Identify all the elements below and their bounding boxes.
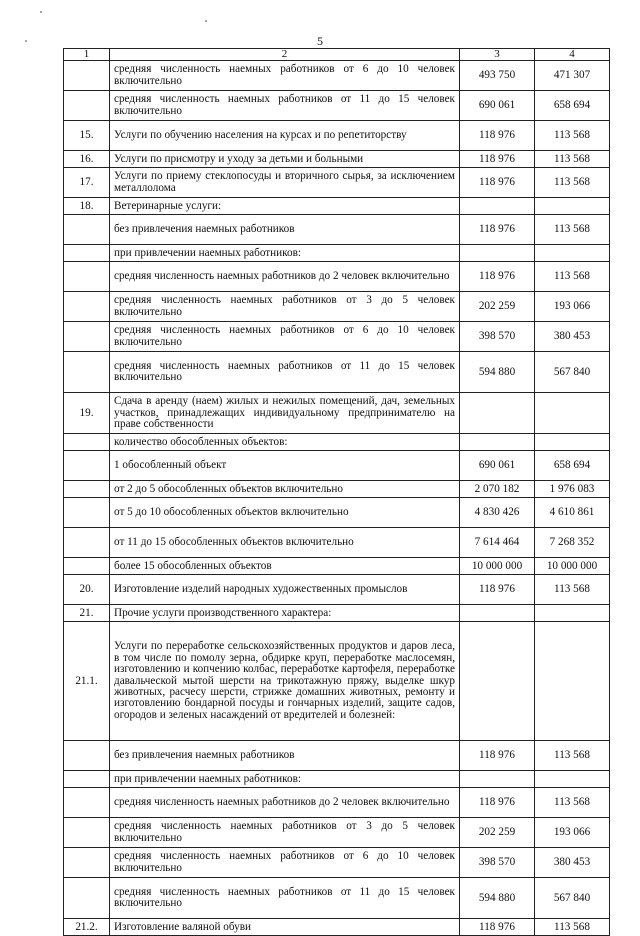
row-description-cell: средняя численность наемных работников от 6 до 10 человек включительно [110, 848, 460, 878]
row-value-col4-cell: 380 453 [535, 848, 610, 878]
row-number-cell [64, 262, 110, 292]
row-number-cell [64, 352, 110, 393]
row-number-cell [64, 434, 110, 451]
table-row [64, 605, 610, 622]
row-value-col3-cell: 118 976 [460, 262, 535, 292]
row-value-col3-cell: 202 259 [460, 292, 535, 322]
row-description-cell: Сдача в аренду (наем) жилых и нежилых помещений, дач, земельных участков, принадлежащих индивидуальному предпринимателю на праве собственности [110, 393, 460, 434]
row-number-cell [64, 788, 110, 818]
table-row [64, 919, 610, 936]
row-description-cell: средняя численность наемных работников до 2 человек включительно [110, 262, 460, 292]
row-number-cell [64, 322, 110, 352]
table-row [64, 788, 610, 818]
table-row [64, 558, 610, 575]
row-description-cell: средняя численность наемных работников от 6 до 10 человек включительно [110, 61, 460, 91]
row-description-cell: средняя численность наемных работников от 3 до 5 человек включительно [110, 818, 460, 848]
table-row [64, 451, 610, 481]
table-row [64, 168, 610, 198]
row-number-cell [64, 771, 110, 788]
table-row [64, 528, 610, 558]
row-value-col3-cell [460, 771, 535, 788]
row-description-cell: Изготовление валяной обуви [110, 919, 460, 936]
table-row [64, 352, 610, 393]
row-description-cell: без привлечения наемных работников [110, 741, 460, 771]
row-value-col4-cell: 567 840 [535, 878, 610, 919]
row-description-cell: средняя численность наемных работников от 11 до 15 человек включительно [110, 91, 460, 121]
row-number-cell [64, 451, 110, 481]
row-value-col3-cell: 118 976 [460, 151, 535, 168]
table-row [64, 393, 610, 434]
row-value-col4-cell: 113 568 [535, 121, 610, 151]
row-value-col4-cell [535, 198, 610, 215]
table-row [64, 151, 610, 168]
row-number-cell [64, 878, 110, 919]
row-value-col3-cell: 398 570 [460, 322, 535, 352]
table-row [64, 481, 610, 498]
row-number-cell [64, 245, 110, 262]
row-value-col3-cell: 690 061 [460, 451, 535, 481]
table-row [64, 498, 610, 528]
table-row [64, 245, 610, 262]
row-value-col4-cell: 113 568 [535, 788, 610, 818]
row-value-col4-cell: 113 568 [535, 168, 610, 198]
row-value-col4-cell: 113 568 [535, 215, 610, 245]
row-number-cell [64, 91, 110, 121]
table-row [64, 262, 610, 292]
row-value-col4-cell: 113 568 [535, 741, 610, 771]
row-value-col3-cell: 2 070 182 [460, 481, 535, 498]
row-value-col4-cell: 658 694 [535, 451, 610, 481]
scan-speck [40, 11, 42, 13]
row-value-col4-cell: 567 840 [535, 352, 610, 393]
row-number-cell [64, 528, 110, 558]
row-value-col4-cell [535, 393, 610, 434]
row-description-cell: Услуги по обучению населения на курсах и по репетиторству [110, 121, 460, 151]
row-description-cell: Изготовление изделий народных художественных промыслов [110, 575, 460, 605]
table-row [64, 121, 610, 151]
row-value-col4-cell [535, 434, 610, 451]
row-value-col4-cell: 113 568 [535, 151, 610, 168]
row-value-col4-cell: 380 453 [535, 322, 610, 352]
scan-speck [205, 20, 207, 22]
row-description-cell: Ветеринарные услуги: [110, 198, 460, 215]
row-description-cell: количество обособленных объектов: [110, 434, 460, 451]
row-description-cell: средняя численность наемных работников от 11 до 15 человек включительно [110, 352, 460, 393]
table-row [64, 741, 610, 771]
row-number-cell [64, 848, 110, 878]
table-row [64, 322, 610, 352]
row-description-cell: от 2 до 5 обособленных объектов включительно [110, 481, 460, 498]
row-description-cell: средняя численность наемных работников от 11 до 15 человек включительно [110, 878, 460, 919]
row-value-col3-cell: 118 976 [460, 215, 535, 245]
row-value-col4-cell [535, 245, 610, 262]
table-row [64, 575, 610, 605]
row-number-cell [64, 215, 110, 245]
row-number-cell: 21.1. [64, 622, 110, 741]
table-row [64, 91, 610, 121]
row-value-col3-cell: 10 000 000 [460, 558, 535, 575]
row-value-col4-cell [535, 605, 610, 622]
row-value-col3-cell: 594 880 [460, 878, 535, 919]
row-description-cell: Услуги по приему стеклопосуды и вторичного сырья, за исключением металлолома [110, 168, 460, 198]
row-number-cell [64, 741, 110, 771]
row-number-cell [64, 558, 110, 575]
table-row [64, 292, 610, 322]
header-col-4: 4 [535, 49, 610, 61]
row-value-col3-cell [460, 622, 535, 741]
header-col-1: 1 [64, 49, 110, 61]
row-number-cell [64, 818, 110, 848]
row-number-cell: 21.2. [64, 919, 110, 936]
row-value-col4-cell: 471 307 [535, 61, 610, 91]
row-description-cell: Прочие услуги производственного характера: [110, 605, 460, 622]
row-description-cell: Услуги по переработке сельскохозяйственных продуктов и даров леса, в том числе по помолу зерна, обдирке круп, переработке маслосемян, изготовлению и копчению колбас, переработке картофеля, переработке давальческой мытой шерсти на трикотажную пряжу, выделке шкур животных, расчесу шерсти, стрижке домашних животных, ремонту и изготовлению бондарной посуды и гончарных изделий, защите садов, огородов и зеленых насаждений от вредителей и болезней: [110, 622, 460, 741]
row-value-col3-cell: 118 976 [460, 575, 535, 605]
table-row [64, 215, 610, 245]
row-value-col3-cell: 118 976 [460, 919, 535, 936]
row-value-col4-cell: 193 066 [535, 292, 610, 322]
row-description-cell: без привлечения наемных работников [110, 215, 460, 245]
table-row [64, 848, 610, 878]
row-value-col3-cell [460, 393, 535, 434]
services-table [63, 48, 610, 936]
row-number-cell: 15. [64, 121, 110, 151]
row-number-cell: 16. [64, 151, 110, 168]
table-header-row [64, 49, 610, 61]
table-row [64, 818, 610, 848]
row-number-cell: 21. [64, 605, 110, 622]
row-value-col3-cell: 398 570 [460, 848, 535, 878]
row-value-col4-cell: 4 610 861 [535, 498, 610, 528]
row-number-cell [64, 498, 110, 528]
row-description-cell: при привлечении наемных работников: [110, 771, 460, 788]
row-value-col3-cell [460, 245, 535, 262]
table-row [64, 434, 610, 451]
row-number-cell [64, 292, 110, 322]
page-number: 5 [317, 34, 323, 48]
row-description-cell: Услуги по присмотру и уходу за детьми и больными [110, 151, 460, 168]
header-col-3: 3 [460, 49, 535, 61]
row-number-cell: 18. [64, 198, 110, 215]
table-row [64, 622, 610, 741]
row-value-col3-cell: 690 061 [460, 91, 535, 121]
row-value-col3-cell: 594 880 [460, 352, 535, 393]
row-number-cell: 17. [64, 168, 110, 198]
row-value-col4-cell: 113 568 [535, 262, 610, 292]
table-row [64, 771, 610, 788]
row-value-col4-cell: 7 268 352 [535, 528, 610, 558]
row-value-col3-cell: 118 976 [460, 121, 535, 151]
row-value-col3-cell: 118 976 [460, 741, 535, 771]
row-value-col4-cell [535, 622, 610, 741]
row-value-col3-cell: 118 976 [460, 788, 535, 818]
row-value-col4-cell: 658 694 [535, 91, 610, 121]
row-description-cell: при привлечении наемных работников: [110, 245, 460, 262]
row-description-cell: 1 обособленный объект [110, 451, 460, 481]
row-description-cell: от 11 до 15 обособленных объектов включительно [110, 528, 460, 558]
row-value-col4-cell: 10 000 000 [535, 558, 610, 575]
row-value-col3-cell [460, 605, 535, 622]
row-value-col3-cell: 118 976 [460, 168, 535, 198]
row-number-cell [64, 481, 110, 498]
row-description-cell: средняя численность наемных работников до 2 человек включительно [110, 788, 460, 818]
header-col-2: 2 [110, 49, 460, 61]
row-value-col3-cell: 202 259 [460, 818, 535, 848]
row-description-cell: от 5 до 10 обособленных объектов включительно [110, 498, 460, 528]
table-row [64, 61, 610, 91]
row-value-col3-cell [460, 434, 535, 451]
row-number-cell: 20. [64, 575, 110, 605]
row-value-col4-cell: 113 568 [535, 919, 610, 936]
row-value-col4-cell: 1 976 083 [535, 481, 610, 498]
row-description-cell: более 15 обособленных объектов [110, 558, 460, 575]
row-value-col3-cell: 7 614 464 [460, 528, 535, 558]
row-value-col3-cell [460, 198, 535, 215]
row-value-col3-cell: 4 830 426 [460, 498, 535, 528]
table-row [64, 878, 610, 919]
row-value-col4-cell: 193 066 [535, 818, 610, 848]
row-number-cell [64, 61, 110, 91]
table-row [64, 198, 610, 215]
row-number-cell: 19. [64, 393, 110, 434]
row-description-cell: средняя численность наемных работников от 6 до 10 человек включительно [110, 322, 460, 352]
row-description-cell: средняя численность наемных работников от 3 до 5 человек включительно [110, 292, 460, 322]
row-value-col4-cell [535, 771, 610, 788]
row-value-col3-cell: 493 750 [460, 61, 535, 91]
row-value-col4-cell: 113 568 [535, 575, 610, 605]
